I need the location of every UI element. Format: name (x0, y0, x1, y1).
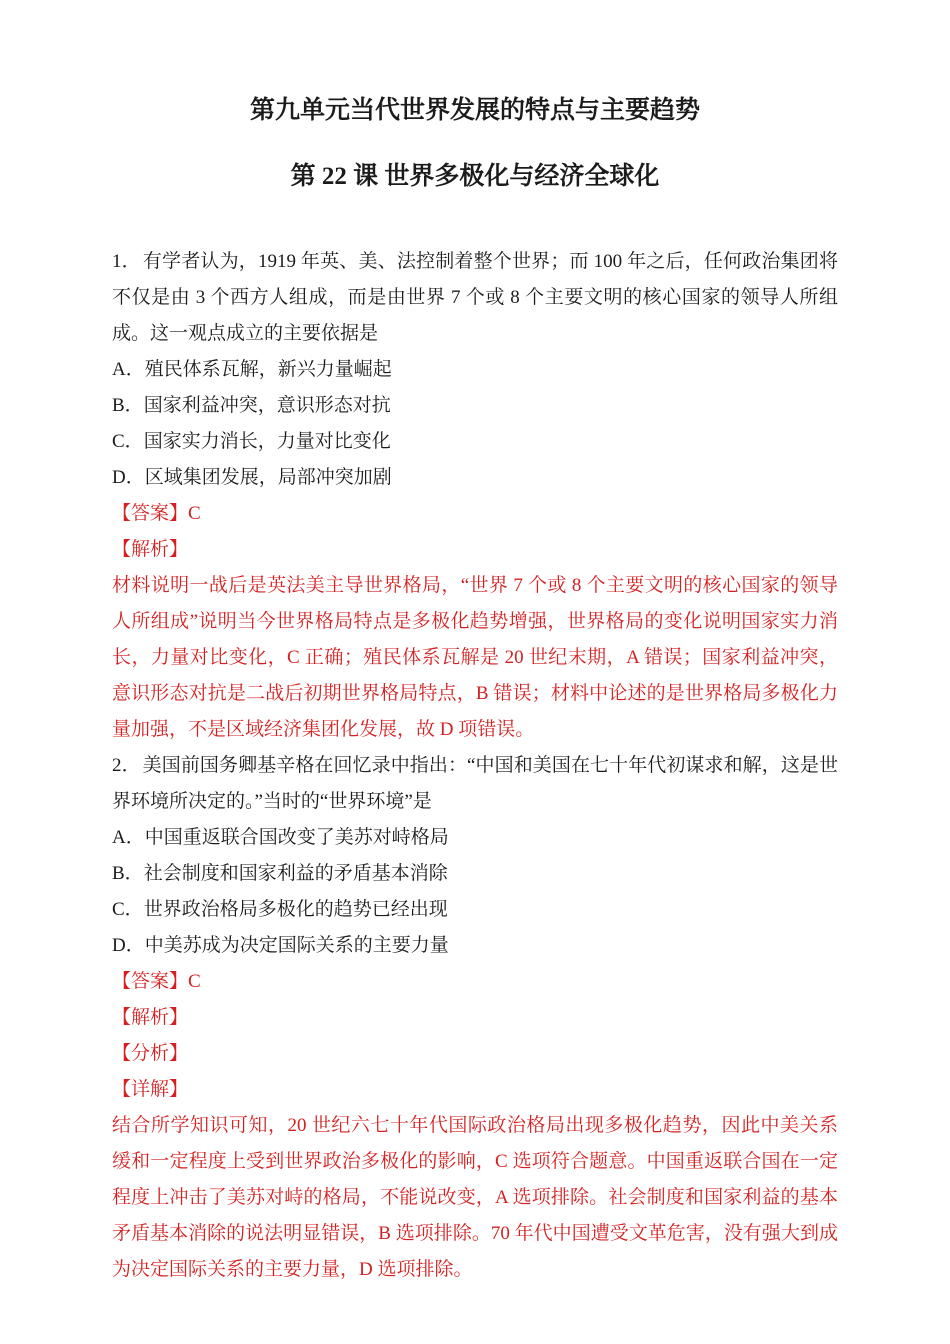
question-2 (112, 748, 838, 1288)
question-2-stem (112, 748, 838, 820)
question-2-explanation: 结合所学知识可知，20 世纪六七十年代国际政治格局出现多极化趋势，因此中美关系缓和一定程度上受到世界政治多极化的影响，C 选项符合题意。中国重返联合国在一定程度上冲击了美苏对峙的格局，不能说改变，A 选项排除。社会制度和国家利益的基本矛盾基本消除的说法明显错误，B 选项排除。70 年代中国遭受文革危害，没有强大到成为决定国际关系的主要力量，D 选项排除。 (112, 1115, 838, 1280)
question-2-answer-line (112, 964, 838, 1000)
option-label: D． (112, 935, 145, 956)
question-1-option-c (112, 424, 838, 460)
question-1-stem (112, 244, 838, 352)
option-label: B． (112, 395, 144, 416)
document-header (0, 96, 950, 192)
option-text: 中国重返联合国改变了美苏对峙格局 (144, 827, 449, 848)
option-label: A． (112, 827, 145, 848)
answer-tag: 【答案】 (112, 503, 189, 524)
option-text: 区域集团发展，局部冲突加剧 (144, 467, 392, 488)
question-2-option-c (112, 892, 838, 928)
option-text: 社会制度和国家利益的矛盾基本消除 (143, 863, 448, 884)
option-text: 国家利益冲突，意识形态对抗 (143, 395, 391, 416)
question-1-answer-line (112, 496, 838, 532)
question-1-explanation: 材料说明一战后是英法美主导世界格局，“世界 7 个或 8 个主要文明的核心国家的领导人所组成”说明当今世界格局特点是多极化趋势增强，世界格局的变化说明国家实力消长，力量对比变化，C 正确；殖民体系瓦解是 20 世纪末期，A 错误；国家利益冲突，意识形态对抗是二战后初期世界格局特点，B 错误；材料中论述的是世界格局多极化力量加强，不是区域经济集团化发展，故 D 项错误。 (112, 575, 838, 740)
option-label: D． (112, 467, 145, 488)
lesson-title: 第 22 课 世界多极化与经济全球化 (290, 163, 660, 190)
question-2-number: 2． (112, 755, 141, 776)
option-label: B． (112, 863, 144, 884)
question-1-option-b (112, 388, 838, 424)
option-text: 中美苏成为决定国际关系的主要力量 (144, 935, 449, 956)
unit-title: 第九单元当代世界发展的特点与主要趋势 (249, 97, 700, 124)
option-text: 国家实力消长，力量对比变化 (143, 431, 391, 452)
option-text: 殖民体系瓦解，新兴力量崛起 (144, 359, 392, 380)
question-1-option-d (112, 460, 838, 496)
question-1-number: 1． (112, 251, 141, 272)
document-body (112, 244, 838, 1288)
option-label: C． (112, 431, 144, 452)
question-2-option-a (112, 820, 838, 856)
question-1 (112, 244, 838, 748)
option-text: 世界政治格局多极化的趋势已经出现 (143, 899, 448, 920)
question-2-detail-tag: 【详解】 (112, 1079, 189, 1100)
option-label: C． (112, 899, 144, 920)
question-2-analysis-tag: 【解析】 (112, 1007, 189, 1028)
answer-value: C (188, 971, 201, 992)
question-1-analysis-tag: 【解析】 (112, 539, 189, 560)
question-1-option-a (112, 352, 838, 388)
option-label: A． (112, 359, 145, 380)
answer-tag: 【答案】 (112, 971, 189, 992)
answer-value: C (188, 503, 201, 524)
question-2-option-b (112, 856, 838, 892)
question-2-option-d (112, 928, 838, 964)
question-2-stem-text: 美国前国务卿基辛格在回忆录中指出：“中国和美国在七十年代初谋求和解，这是世界环境所决定的。”当时的“世界环境”是 (112, 755, 838, 812)
question-1-stem-text: 有学者认为，1919 年英、美、法控制着整个世界；而 100 年之后，任何政治集团将不仅是由 3 个西方人组成，而是由世界 7 个或 8 个主要文明的核心国家的领导人所组成。这一观点成立的主要依据是 (112, 251, 838, 344)
question-2-review-tag: 【分析】 (112, 1043, 189, 1064)
